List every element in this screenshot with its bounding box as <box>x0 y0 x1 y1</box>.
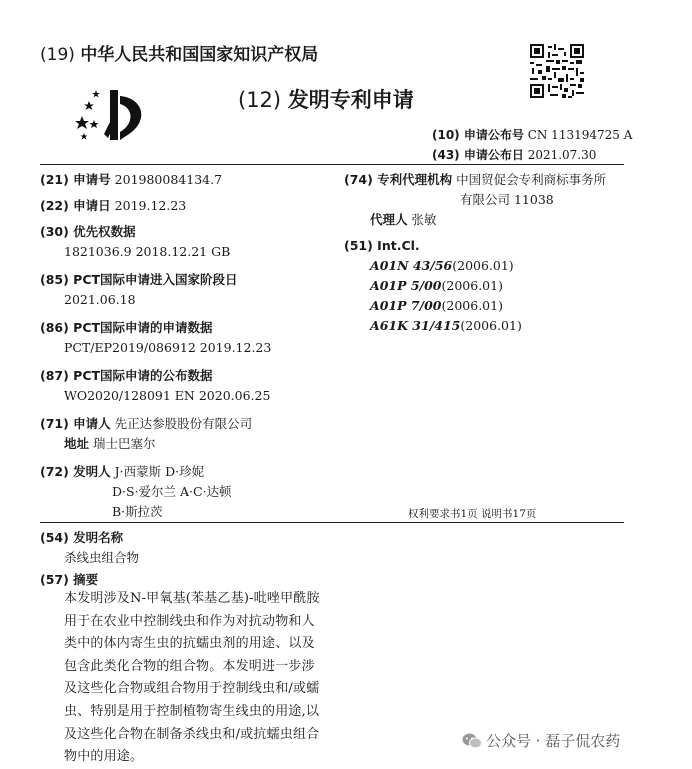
ipc-item: A61K 31/415(2006.01) <box>370 318 522 333</box>
pct-publication-data: WO2020/128091 EN 2020.06.25 <box>64 388 271 403</box>
wechat-icon <box>462 733 482 749</box>
abstract-text: 本发明涉及N-甲氧基(苯基乙基)-吡唑甲酰胺用于在农业中控制线虫和作为对抗动物和人类中的体内寄生虫的抗蠕虫剂的用途、以及包含此类化合物的组合物。本发明进一步涉及这些化合物或组合物用于控制线虫和/或蠕虫、特别是用于控制植物寄生线虫的用途,以及这些化合物在制备杀线虫和/或抗蠕虫组合物中的用途。 <box>64 591 320 765</box>
pct-application-label: (86) PCT国际申请的申请数据 <box>40 320 213 335</box>
patent-agency: (74) 专利代理机构 中国贸促会专利商标事务所 <box>344 172 607 187</box>
cnipa-logo-icon <box>74 86 154 142</box>
page-counts: 权利要求书1页 说明书17页 <box>408 508 537 520</box>
inventors-line-2: D·S·爱尔兰 A·C·达顿 <box>112 484 232 499</box>
priority-data: 1821036.9 2018.12.21 GB <box>64 244 231 259</box>
watermark: 公众号 · 磊子侃农药 <box>462 730 620 751</box>
publication-number: (10) 申请公布号 CN 113194725 A <box>432 128 633 142</box>
document-type: (12) 发明专利申请 <box>238 88 414 112</box>
inventors: (72) 发明人 J·西蒙斯 D·珍妮 <box>40 464 205 479</box>
header-rule <box>40 164 624 165</box>
filing-date: (22) 申请日 2019.12.23 <box>40 198 187 213</box>
agent: 代理人 张敏 <box>370 212 437 227</box>
publication-date: (43) 申请公布日 2021.07.30 <box>432 148 597 162</box>
pct-entry-label: (85) PCT国际申请进入国家阶段日 <box>40 272 238 287</box>
address: 地址 瑞士巴塞尔 <box>64 436 156 451</box>
qr-code <box>530 44 584 98</box>
body-rule <box>40 522 624 523</box>
ipc-label: (51) Int.Cl. <box>344 238 420 253</box>
invention-title-label: (54) 发明名称 <box>40 530 124 545</box>
ipc-item: A01P 7/00(2006.01) <box>370 298 503 313</box>
priority-label: (30) 优先权数据 <box>40 224 136 239</box>
pct-entry-date: 2021.06.18 <box>64 292 136 307</box>
ipc-item: A01N 43/56(2006.01) <box>370 258 514 273</box>
patent-agency-line-2: 有限公司 11038 <box>460 192 554 207</box>
pct-application-data: PCT/EP2019/086912 2019.12.23 <box>64 340 272 355</box>
pct-publication-label: (87) PCT国际申请的公布数据 <box>40 368 213 383</box>
abstract-label: (57) 摘要 <box>40 572 99 587</box>
invention-title: 杀线虫组合物 <box>64 550 140 565</box>
office-name: (19) 中华人民共和国国家知识产权局 <box>40 45 319 65</box>
inventors-line-3: B·斯拉茨 <box>112 504 163 519</box>
application-number: (21) 申请号 201980084134.7 <box>40 172 223 187</box>
applicant: (71) 申请人 先正达参股股份有限公司 <box>40 416 253 431</box>
ipc-item: A01P 5/00(2006.01) <box>370 278 503 293</box>
